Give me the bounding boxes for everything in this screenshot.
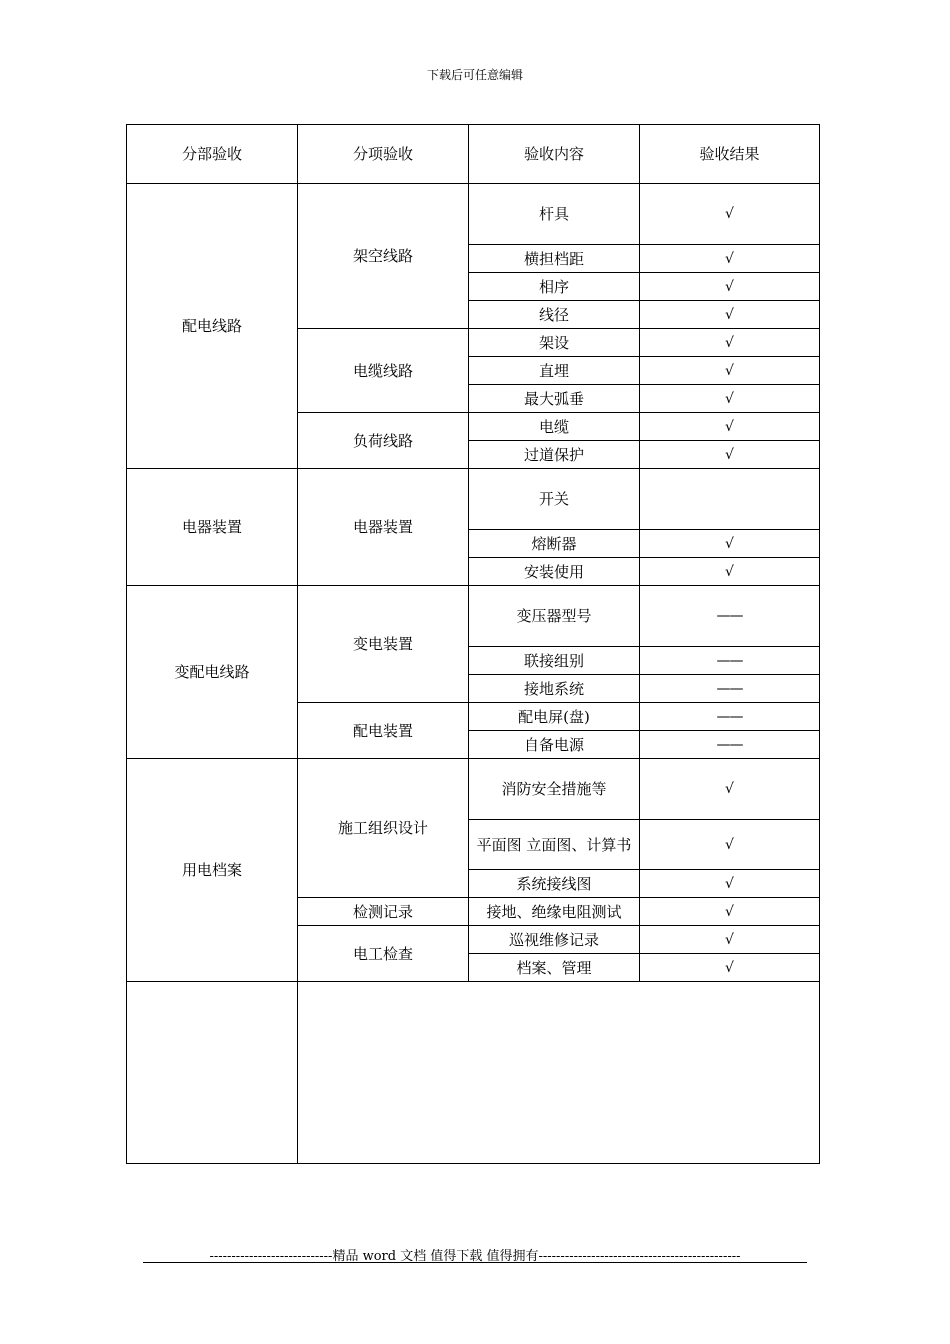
content-cell: 直埋	[469, 357, 640, 385]
result-check: √	[640, 441, 820, 469]
result-dash: ——	[640, 675, 820, 703]
subdivision-cell: 架空线路	[298, 184, 469, 329]
subdivision-cell: 电器装置	[298, 469, 469, 586]
result-check: √	[640, 558, 820, 586]
subdivision-cell: 施工组织设计	[298, 759, 469, 898]
acceptance-table	[126, 124, 820, 1164]
result-check: √	[640, 301, 820, 329]
remarks-content-cell	[298, 982, 820, 1164]
result-check: √	[640, 820, 820, 870]
content-cell: 消防安全措施等	[469, 759, 640, 820]
content-cell: 电缆	[469, 413, 640, 441]
result-check: √	[640, 898, 820, 926]
header-note: 下载后可任意编辑	[426, 68, 523, 82]
result-check: √	[640, 954, 820, 982]
result-check: √	[640, 759, 820, 820]
result-check: √	[640, 357, 820, 385]
content-cell: 横担档距	[469, 245, 640, 273]
content-cell: 变压器型号	[469, 586, 640, 647]
remarks-row	[127, 982, 820, 1164]
table-row	[127, 469, 820, 530]
subdivision-cell: 配电装置	[298, 703, 469, 759]
header-subdivision: 分项验收	[298, 125, 469, 184]
subdivision-cell: 负荷线路	[298, 413, 469, 469]
result-check: √	[640, 870, 820, 898]
content-cell: 架设	[469, 329, 640, 357]
content-cell: 熔断器	[469, 530, 640, 558]
table-header-row	[127, 125, 820, 184]
content-cell: 过道保护	[469, 441, 640, 469]
subdivision-cell: 检测记录	[298, 898, 469, 926]
result-dash: ——	[640, 647, 820, 675]
table-row	[127, 759, 820, 820]
result-check: √	[640, 184, 820, 245]
content-cell: 自备电源	[469, 731, 640, 759]
result-check: √	[640, 926, 820, 954]
content-cell: 开关	[469, 469, 640, 530]
content-cell: 最大弧垂	[469, 385, 640, 413]
table-row	[127, 184, 820, 245]
remarks-label-cell	[127, 982, 298, 1164]
result-check: √	[640, 385, 820, 413]
content-cell: 接地系统	[469, 675, 640, 703]
header-division: 分部验收	[127, 125, 298, 184]
division-cell: 配电线路	[127, 184, 298, 469]
table-row	[127, 586, 820, 647]
subdivision-cell: 电工检查	[298, 926, 469, 982]
content-cell: 配电屏(盘)	[469, 703, 640, 731]
content-cell: 档案、管理	[469, 954, 640, 982]
subdivision-cell: 变电装置	[298, 586, 469, 703]
division-cell: 变配电线路	[127, 586, 298, 759]
content-cell: 平面图 立面图、计算书	[469, 820, 640, 870]
content-cell: 系统接线图	[469, 870, 640, 898]
content-cell: 巡视维修记录	[469, 926, 640, 954]
content-cell: 联接组别	[469, 647, 640, 675]
result-dash: ——	[640, 731, 820, 759]
header-result: 验收结果	[640, 125, 820, 184]
result-check: √	[640, 530, 820, 558]
content-cell: 安装使用	[469, 558, 640, 586]
content-cell: 接地、绝缘电阻测试	[469, 898, 640, 926]
result-check	[640, 469, 820, 530]
result-dash: ——	[640, 703, 820, 731]
result-check: √	[640, 245, 820, 273]
division-cell: 用电档案	[127, 759, 298, 982]
result-dash: ——	[640, 586, 820, 647]
footer-divider	[143, 1262, 807, 1263]
content-cell: 相序	[469, 273, 640, 301]
content-cell: 杆具	[469, 184, 640, 245]
footer-text: ----------------------------精品 word 文档 值得下载 值得拥有----------------------------------------------	[209, 1249, 741, 1264]
result-check: √	[640, 329, 820, 357]
content-cell: 线径	[469, 301, 640, 329]
division-cell: 电器装置	[127, 469, 298, 586]
header-content: 验收内容	[469, 125, 640, 184]
subdivision-cell: 电缆线路	[298, 329, 469, 413]
result-check: √	[640, 273, 820, 301]
result-check: √	[640, 413, 820, 441]
